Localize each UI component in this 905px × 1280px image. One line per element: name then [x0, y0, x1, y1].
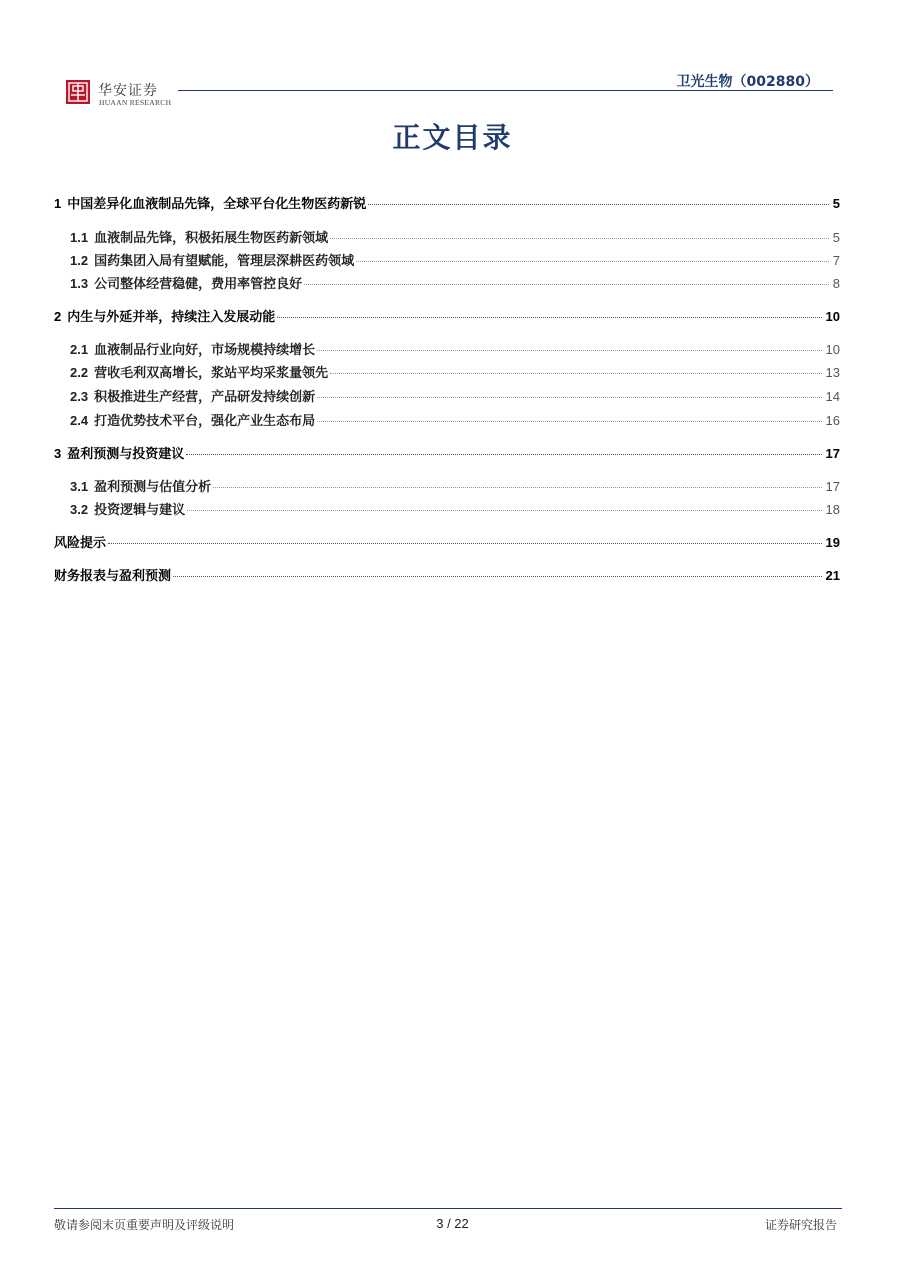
toc-entry-number: 1.1 [70, 230, 89, 245]
toc-entry-number: 2 [54, 309, 62, 324]
toc-leader-dots [317, 350, 821, 351]
toc-entry-page: 5 [832, 196, 840, 211]
toc-entry-title: 财务报表与盈利预测 [54, 569, 172, 584]
toc-entry-page: 7 [832, 253, 840, 268]
toc-entry[interactable] [70, 362, 840, 381]
toc-entry-number: 2.2 [70, 365, 89, 380]
toc-entry-page: 21 [825, 568, 840, 583]
toc-entry-page: 17 [825, 479, 840, 494]
toc-entry-page: 16 [825, 413, 840, 428]
toc-entry[interactable] [54, 306, 840, 325]
toc-entry-page: 19 [825, 535, 840, 550]
toc-entry-title: 盈利预测与投资建议 [67, 447, 185, 462]
toc-entry-number: 1.3 [70, 276, 89, 291]
toc-leader-dots [277, 317, 821, 318]
toc-entry[interactable] [54, 565, 840, 584]
toc-entry-page: 5 [832, 230, 840, 245]
toc-entry-page: 14 [825, 389, 840, 404]
toc-leader-dots [186, 454, 821, 455]
toc-entry[interactable] [70, 476, 840, 495]
toc-entry-page: 17 [825, 446, 840, 461]
page-number: 3 / 22 [436, 1216, 469, 1231]
toc-entry-title: 打造优势技术平台，强化产业生态布局 [94, 414, 316, 429]
toc-entry-title: 血液制品先锋，积极拓展生物医药新领域 [94, 231, 329, 246]
toc-leader-dots [213, 487, 821, 488]
toc-leader-dots [330, 373, 821, 374]
toc-leader-dots [173, 576, 822, 577]
toc-entry-title: 营收毛利双高增长，浆站平均采浆量领先 [94, 366, 329, 381]
toc-entry[interactable] [54, 193, 840, 212]
toc-entry-title: 盈利预测与估值分析 [94, 480, 212, 495]
toc-leader-dots [317, 397, 821, 398]
footer-report-type: 证券研究报告 [764, 1218, 837, 1232]
toc-entry-title: 中国差异化血液制品先锋，全球平台化生物医药新锐 [67, 197, 367, 212]
footer-disclaimer: 敬请参阅末页重要声明及评级说明 [54, 1218, 235, 1232]
toc-leader-dots [330, 238, 829, 239]
toc-entry-number: 3 [54, 446, 62, 461]
company-name: 卫光生物（002880） [676, 74, 819, 90]
toc-entry-page: 10 [825, 342, 840, 357]
toc-entry-title: 积极推进生产经营，产品研发持续创新 [94, 390, 316, 405]
toc-entry-title: 公司整体经营稳健，费用率管控良好 [94, 277, 303, 292]
toc-entry[interactable] [70, 227, 840, 246]
toc-entry-number: 3.1 [70, 479, 89, 494]
toc-entry[interactable] [70, 339, 840, 358]
toc-entry-number: 2.4 [70, 413, 89, 428]
toc-entry[interactable] [70, 386, 840, 405]
toc-leader-dots [368, 204, 829, 205]
page-title: 正文目录 [392, 121, 513, 154]
toc-entry[interactable] [70, 499, 840, 518]
toc-entry-title: 内生与外延并举，持续注入发展动能 [67, 310, 276, 325]
toc-leader-dots [187, 510, 821, 511]
toc-entry-page: 18 [825, 502, 840, 517]
toc-entry-number: 2.1 [70, 342, 89, 357]
toc-entry-number: 1 [54, 196, 62, 211]
toc-leader-dots [108, 543, 822, 544]
toc-entry-page: 8 [832, 276, 840, 291]
toc-entry-number: 2.3 [70, 389, 89, 404]
toc-entry-page: 13 [825, 365, 840, 380]
toc-entry-title: 投资逻辑与建议 [94, 503, 186, 518]
toc-leader-dots [304, 284, 829, 285]
toc-leader-dots [356, 261, 829, 262]
toc-leader-dots [317, 421, 821, 422]
logo-english-text: HUAAN RESEARCH [99, 98, 172, 107]
toc-entry[interactable] [70, 273, 840, 292]
logo-chinese-text: 华安证券 [98, 83, 158, 99]
toc-entry-number: 3.2 [70, 502, 89, 517]
toc-entry-page: 10 [825, 309, 840, 324]
toc-entry[interactable] [54, 532, 840, 551]
toc-entry-title: 风险提示 [54, 536, 107, 551]
toc-entry[interactable] [70, 410, 840, 429]
toc-entry-number: 1.2 [70, 253, 89, 268]
toc-entry[interactable] [54, 443, 840, 462]
footer-divider [54, 1208, 842, 1209]
toc-entry-title: 国药集团入局有望赋能，管理层深耕医药领域 [94, 254, 355, 269]
toc-entry[interactable] [70, 250, 840, 269]
toc-entry-title: 血液制品行业向好，市场规模持续增长 [94, 343, 316, 358]
